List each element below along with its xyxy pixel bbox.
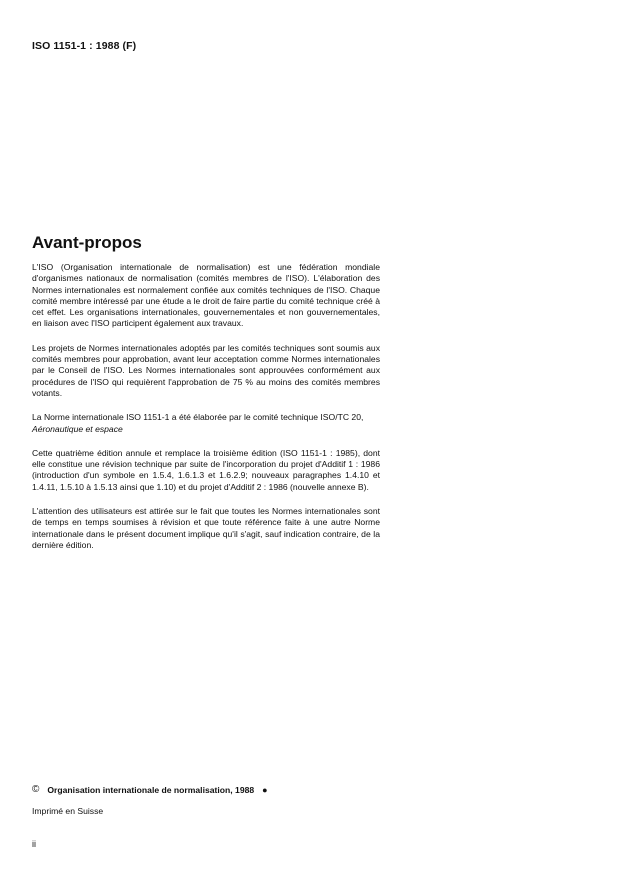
foreword-paragraph-4: Cette quatrième édition annule et remplace la troisième édition (ISO 1151-1 : 1985), dont elle constitue une révision technique par suite de l'incorporation du projet d'Additif 1 : 1986 (introduction d'un symbole en 1.5.4, 1.6.1.3 et 1.6.2.9; nouveaux paragraphes 1.4.10 et 1.4.11, 1.5.10 à 1.5.13 ainsi que 1.10) et du projet d'Additif 2 : 1986 (nouvelle annexe B). <box>32 447 380 492</box>
copyright-icon: © <box>32 784 40 795</box>
foreword-title: Avant-propos <box>32 233 142 252</box>
copyright-notice <box>32 784 268 795</box>
bullet-icon: ● <box>262 784 268 795</box>
document-reference: ISO 1151-1 : 1988 (F) <box>32 40 137 52</box>
foreword-paragraph-1: L'ISO (Organisation internationale de normalisation) est une fédération mondiale d'organismes nationaux de normalisation (comités membres de l'ISO). L'élaboration des Normes internationales est normalement confiée aux comités techniques de l'ISO. Chaque comité membre intéressé par une étude a le droit de faire partie du comité technique créé à cet effet. Les organisations internationales, gouvernementales et non gouvernementales, en liaison avec l'ISO participent également aux travaux. <box>32 262 380 329</box>
foreword-body <box>32 262 380 564</box>
committee-name: Aéronautique et espace <box>32 423 123 434</box>
foreword-paragraph-2: Les projets de Normes internationales adoptés par les comités techniques sont soumis aux comités membres pour approbation, avant leur acceptation comme Normes internationales par le Conseil de l'ISO. Les Normes internationales sont approuvées conformément aux procédures de l'ISO qui requièrent l'approbation de 75 % au moins des comités membres votants. <box>32 342 380 398</box>
foreword-paragraph-3 <box>32 412 380 435</box>
page-number: ii <box>32 839 36 849</box>
foreword-paragraph-3-text: La Norme internationale ISO 1151-1 a été élaborée par le comité technique ISO/TC 20, <box>32 412 364 423</box>
copyright-text: Organisation internationale de normalisation, 1988 <box>47 784 255 795</box>
printed-in: Imprimé en Suisse <box>32 806 104 816</box>
foreword-paragraph-5: L'attention des utilisateurs est attirée sur le fait que toutes les Normes internationales sont de temps en temps soumises à révision et que toute référence faite à une autre Norme internationale dans le présent document implique qu'il s'agit, sauf indication contraire, de la dernière édition. <box>32 506 380 550</box>
